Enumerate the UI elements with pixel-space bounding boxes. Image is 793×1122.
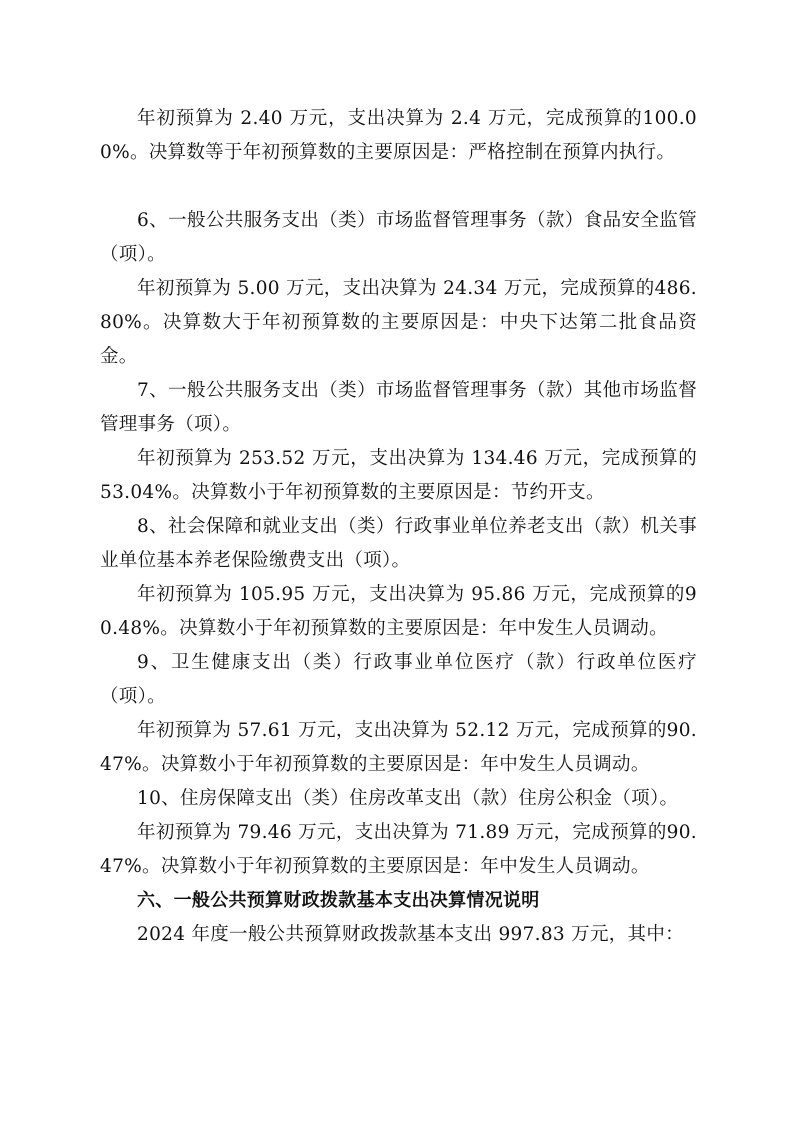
- section-heading: 六、一般公共预算财政拨款基本支出决算情况说明: [137, 890, 540, 911]
- paragraph-basic-expenditure-intro: 2024 年度一般公共预算财政拨款基本支出 997.83 万元，其中：: [137, 924, 684, 945]
- paragraph-item-7-detail: 年初预算为 253.52 万元，支出决算为 134.46 万元，完成预算的53.04%。决算数小于年初预算数的主要原因是：节约开支。: [100, 448, 697, 503]
- paragraph-item-7-title: 7、一般公共服务支出（类）市场监督管理事务（款）其他市场监督管理事务（项）。: [100, 380, 697, 435]
- paragraph-item-10-detail: 年初预算为 79.46 万元，支出决算为 71.89 万元，完成预算的90.47%。决算数小于年初预算数的主要原因是：年中发生人员调动。: [100, 822, 697, 877]
- paragraph-item-8-title: 8、社会保障和就业支出（类）行政事业单位养老支出（款）机关事业单位基本养老保险缴费支出（项）。: [100, 516, 697, 571]
- paragraph-item-9-title: 9、卫生健康支出（类）行政事业单位医疗（款）行政单位医疗（项）。: [100, 652, 697, 707]
- paragraph-item-6-title: 6、一般公共服务支出（类）市场监督管理事务（款）食品安全监管（项）。: [100, 210, 697, 265]
- paragraph-item-9-detail: 年初预算为 57.61 万元，支出决算为 52.12 万元，完成预算的90.47%。决算数小于年初预算数的主要原因是：年中发生人员调动。: [100, 720, 697, 775]
- paragraph-item-6-detail: 年初预算为 5.00 万元，支出决算为 24.34 万元，完成预算的486.80%。决算数大于年初预算数的主要原因是：中央下达第二批食品资金。: [100, 278, 697, 367]
- paragraph-item-10-title: 10、住房保障支出（类）住房改革支出（款）住房公积金（项）。: [137, 788, 679, 809]
- paragraph-item-8-detail: 年初预算为 105.95 万元，支出决算为 95.86 万元，完成预算的90.48%。决算数小于年初预算数的主要原因是：年中发生人员调动。: [100, 584, 697, 639]
- paragraph-budget-item-5-detail: 年初预算为 2.40 万元，支出决算为 2.4 万元，完成预算的100.00%。决算数等于年初预算数的主要原因是：严格控制在预算内执行。: [100, 108, 697, 163]
